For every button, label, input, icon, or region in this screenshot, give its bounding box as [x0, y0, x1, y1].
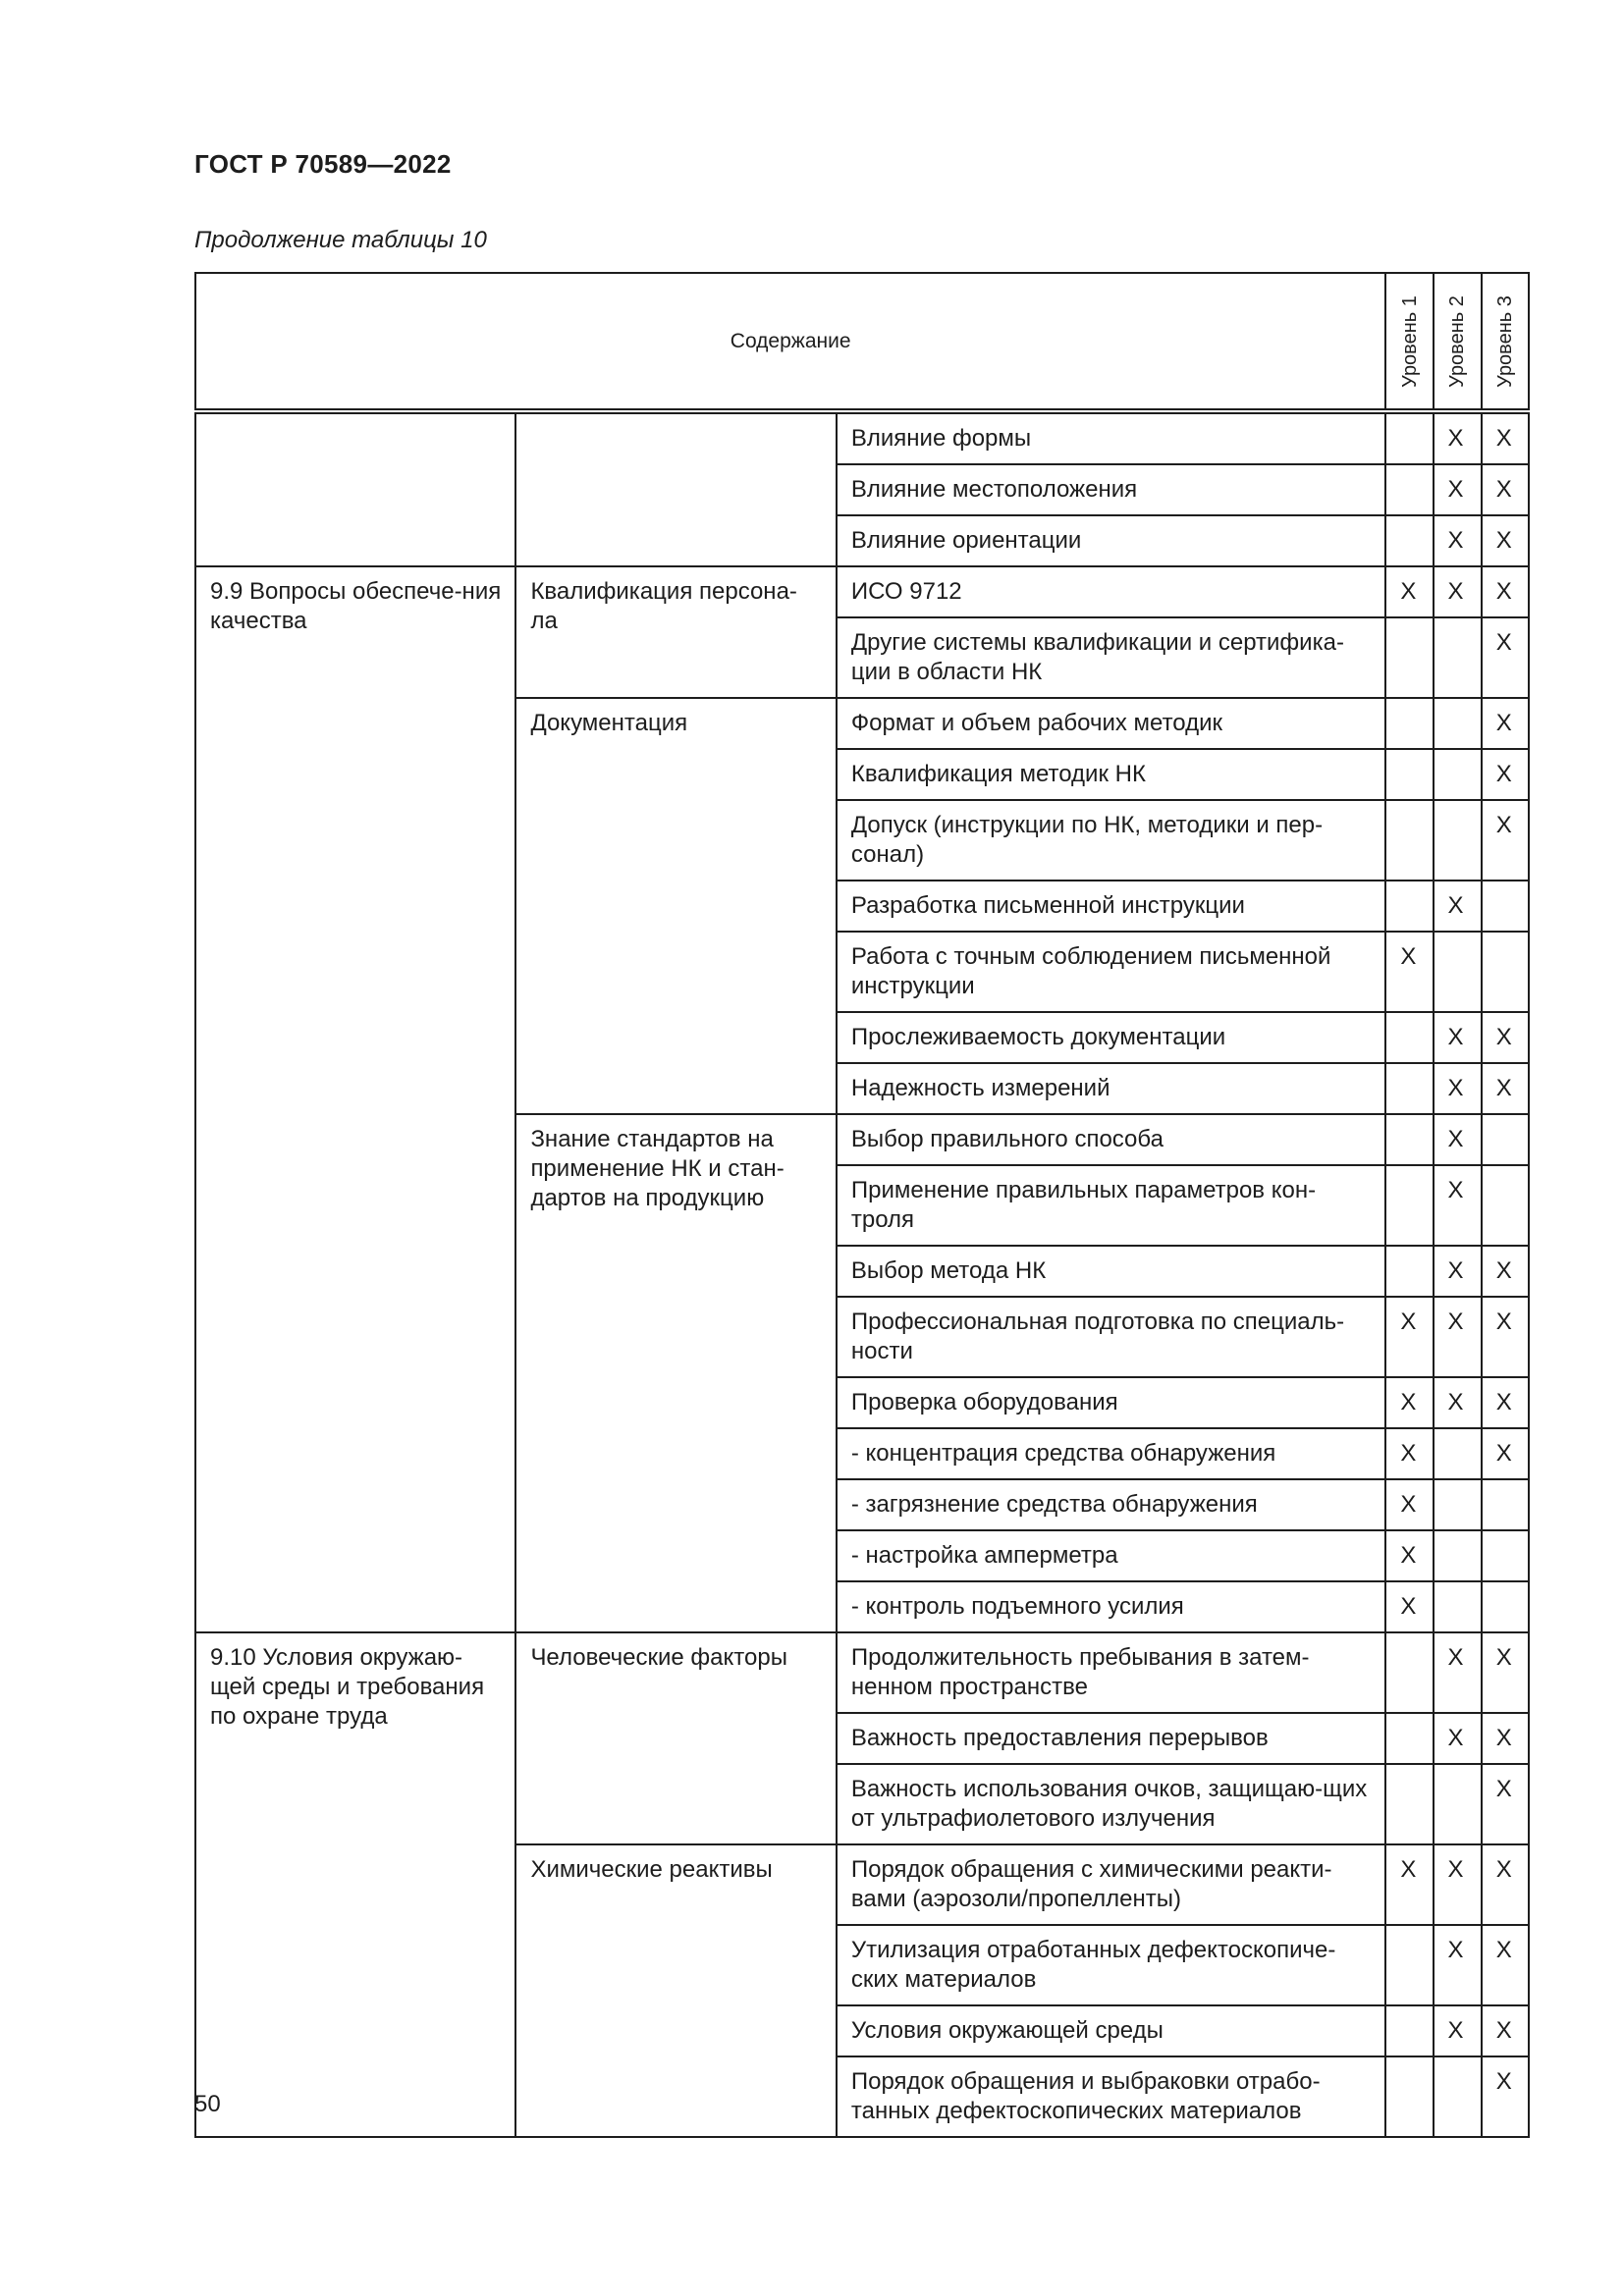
- level-1-mark: [1385, 698, 1433, 749]
- group-cell: Документация: [515, 698, 836, 1114]
- level-1-mark: [1385, 515, 1433, 566]
- level-1-mark: X: [1385, 1530, 1433, 1581]
- level-3-mark: X: [1482, 1713, 1529, 1764]
- level-2-mark: X: [1434, 1297, 1482, 1377]
- level-2-mark: X: [1434, 411, 1482, 464]
- item-cell: - контроль подъемного усилия: [837, 1581, 1385, 1632]
- item-cell: Применение правильных параметров кон-троля: [837, 1165, 1385, 1246]
- table-header-row: [195, 273, 1529, 411]
- item-cell: Выбор правильного способа: [837, 1114, 1385, 1165]
- level-3-mark: X: [1482, 1063, 1529, 1114]
- level-2-mark: [1434, 1581, 1482, 1632]
- item-cell: Прослеживаемость документации: [837, 1012, 1385, 1063]
- level-1-mark: X: [1385, 932, 1433, 1012]
- table-row: [195, 411, 1529, 464]
- item-cell: - концентрация средства обнаружения: [837, 1428, 1385, 1479]
- table-caption: Продолжение таблицы 10: [194, 227, 487, 253]
- level-1-mark: X: [1385, 566, 1433, 617]
- level-3-mark: X: [1482, 464, 1529, 515]
- level-2-mark: X: [1434, 1713, 1482, 1764]
- group-cell: Квалификация персона-ла: [515, 566, 836, 698]
- level-3-mark: X: [1482, 566, 1529, 617]
- item-cell: Выбор метода НК: [837, 1246, 1385, 1297]
- level-2-mark: X: [1434, 1632, 1482, 1713]
- item-cell: Влияние ориентации: [837, 515, 1385, 566]
- level-2-mark: X: [1434, 1844, 1482, 1925]
- level-3-mark: X: [1482, 749, 1529, 800]
- item-cell: Влияние формы: [837, 411, 1385, 464]
- item-cell: Условия окружающей среды: [837, 2005, 1385, 2056]
- item-cell: Продолжительность пребывания в затем-ненном пространстве: [837, 1632, 1385, 1713]
- header-level-2: Уровень 2: [1434, 273, 1482, 411]
- item-cell: Порядок обращения с химическими реакти-вами (аэрозоли/пропелленты): [837, 1844, 1385, 1925]
- group-cell: Химические реактивы: [515, 1844, 836, 2137]
- level-2-mark: [1434, 800, 1482, 881]
- level-2-mark: X: [1434, 1063, 1482, 1114]
- level-2-mark: [1434, 1530, 1482, 1581]
- level-3-mark: X: [1482, 515, 1529, 566]
- level-2-mark: X: [1434, 515, 1482, 566]
- level-3-mark: X: [1482, 1297, 1529, 1377]
- group-cell: Человеческие факторы: [515, 1632, 836, 1844]
- item-cell: - настройка амперметра: [837, 1530, 1385, 1581]
- level-1-mark: [1385, 1925, 1433, 2005]
- table-row: [195, 1632, 1529, 1713]
- level-3-mark: [1482, 1165, 1529, 1246]
- page-number: 50: [194, 2091, 221, 2117]
- level-1-mark: [1385, 617, 1433, 698]
- level-1-mark: [1385, 2056, 1433, 2137]
- item-cell: Влияние местоположения: [837, 464, 1385, 515]
- level-1-mark: [1385, 1713, 1433, 1764]
- level-1-mark: [1385, 464, 1433, 515]
- level-3-mark: X: [1482, 2005, 1529, 2056]
- section-cell: 9.10 Условия окружаю-щей среды и требования по охране труда: [195, 1632, 515, 2137]
- level-1-mark: [1385, 1012, 1433, 1063]
- level-3-mark: X: [1482, 1844, 1529, 1925]
- item-cell: Надежность измерений: [837, 1063, 1385, 1114]
- level-2-mark: X: [1434, 1925, 1482, 2005]
- header-level-1: Уровень 1: [1385, 273, 1433, 411]
- level-3-mark: X: [1482, 411, 1529, 464]
- level-2-mark: [1434, 617, 1482, 698]
- level-2-mark: X: [1434, 881, 1482, 932]
- level-1-mark: [1385, 800, 1433, 881]
- item-cell: - загрязнение средства обнаружения: [837, 1479, 1385, 1530]
- level-3-mark: X: [1482, 1925, 1529, 2005]
- level-2-mark: X: [1434, 464, 1482, 515]
- level-1-mark: X: [1385, 1581, 1433, 1632]
- section-cell: [195, 411, 515, 566]
- level-2-mark: X: [1434, 1012, 1482, 1063]
- level-3-mark: X: [1482, 1428, 1529, 1479]
- level-2-mark: X: [1434, 566, 1482, 617]
- level-1-mark: [1385, 881, 1433, 932]
- item-cell: Разработка письменной инструкции: [837, 881, 1385, 932]
- level-1-mark: [1385, 1632, 1433, 1713]
- item-cell: Другие системы квалификации и сертифика-ции в области НК: [837, 617, 1385, 698]
- level-3-mark: [1482, 1479, 1529, 1530]
- level-3-mark: X: [1482, 1012, 1529, 1063]
- header-level-3: Уровень 3: [1482, 273, 1529, 411]
- section-cell: 9.9 Вопросы обеспече-ния качества: [195, 566, 515, 1632]
- item-cell: Квалификация методик НК: [837, 749, 1385, 800]
- level-1-mark: [1385, 1063, 1433, 1114]
- level-2-mark: X: [1434, 1165, 1482, 1246]
- level-2-mark: X: [1434, 2005, 1482, 2056]
- level-3-mark: [1482, 1114, 1529, 1165]
- level-1-mark: [1385, 2005, 1433, 2056]
- level-1-mark: X: [1385, 1428, 1433, 1479]
- level-3-mark: [1482, 932, 1529, 1012]
- level-2-mark: [1434, 2056, 1482, 2137]
- level-2-mark: [1434, 1428, 1482, 1479]
- level-2-mark: X: [1434, 1114, 1482, 1165]
- requirements-table: [194, 272, 1530, 2138]
- level-1-mark: [1385, 749, 1433, 800]
- level-3-mark: X: [1482, 617, 1529, 698]
- item-cell: Важность предоставления перерывов: [837, 1713, 1385, 1764]
- level-3-mark: [1482, 881, 1529, 932]
- level-1-mark: X: [1385, 1479, 1433, 1530]
- item-cell: Проверка оборудования: [837, 1377, 1385, 1428]
- group-cell: Знание стандартов на применение НК и стан-дартов на продукцию: [515, 1114, 836, 1632]
- level-3-mark: X: [1482, 800, 1529, 881]
- item-cell: Порядок обращения и выбраковки отрабо-танных дефектоскопических материалов: [837, 2056, 1385, 2137]
- level-2-mark: [1434, 749, 1482, 800]
- header-content: Содержание: [195, 273, 1385, 411]
- level-3-mark: [1482, 1530, 1529, 1581]
- item-cell: ИСО 9712: [837, 566, 1385, 617]
- level-2-mark: [1434, 1764, 1482, 1844]
- level-3-mark: X: [1482, 2056, 1529, 2137]
- item-cell: Допуск (инструкции по НК, методики и пер-сонал): [837, 800, 1385, 881]
- group-cell: [515, 411, 836, 566]
- level-3-mark: X: [1482, 1377, 1529, 1428]
- item-cell: Важность использования очков, защищаю-щих от ультрафиолетового излучения: [837, 1764, 1385, 1844]
- level-1-mark: X: [1385, 1377, 1433, 1428]
- item-cell: Формат и объем рабочих методик: [837, 698, 1385, 749]
- level-1-mark: X: [1385, 1844, 1433, 1925]
- level-1-mark: [1385, 1764, 1433, 1844]
- level-1-mark: [1385, 1165, 1433, 1246]
- level-1-mark: X: [1385, 1297, 1433, 1377]
- level-2-mark: [1434, 698, 1482, 749]
- level-1-mark: [1385, 1246, 1433, 1297]
- level-3-mark: X: [1482, 1246, 1529, 1297]
- level-1-mark: [1385, 411, 1433, 464]
- level-3-mark: [1482, 1581, 1529, 1632]
- item-cell: Утилизация отработанных дефектоскопиче-ских материалов: [837, 1925, 1385, 2005]
- level-3-mark: X: [1482, 698, 1529, 749]
- level-3-mark: X: [1482, 1764, 1529, 1844]
- document-id: ГОСТ Р 70589—2022: [194, 149, 452, 179]
- level-2-mark: X: [1434, 1246, 1482, 1297]
- item-cell: Профессиональная подготовка по специаль-ности: [837, 1297, 1385, 1377]
- level-1-mark: [1385, 1114, 1433, 1165]
- level-3-mark: X: [1482, 1632, 1529, 1713]
- item-cell: Работа с точным соблюдением письменной инструкции: [837, 932, 1385, 1012]
- table-row: [195, 566, 1529, 617]
- level-2-mark: [1434, 932, 1482, 1012]
- level-2-mark: X: [1434, 1377, 1482, 1428]
- level-2-mark: [1434, 1479, 1482, 1530]
